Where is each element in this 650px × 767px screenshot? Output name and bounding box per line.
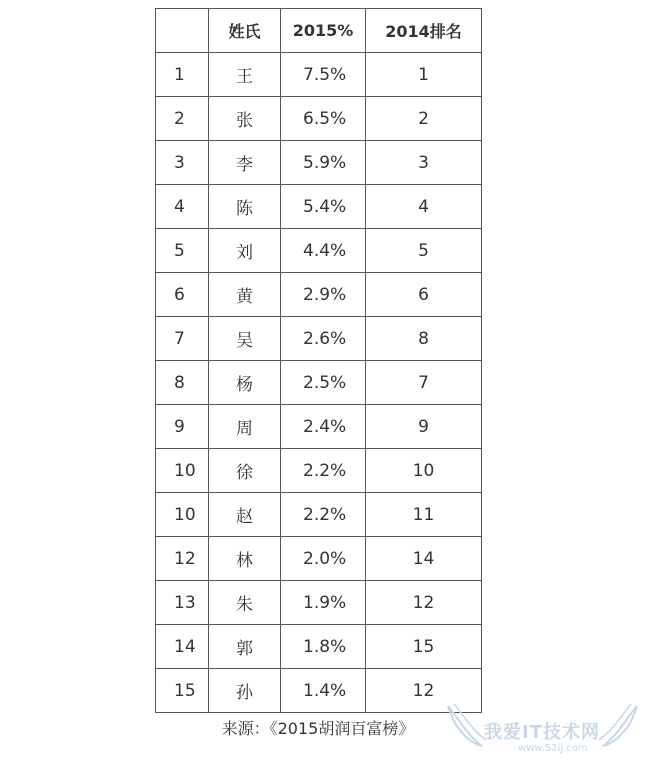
row-rank: 4	[156, 185, 209, 229]
row-2014-rank: 2	[366, 97, 482, 141]
row-surname: 周	[209, 405, 281, 449]
row-2014-rank: 15	[366, 625, 482, 669]
row-rank: 1	[156, 53, 209, 97]
row-2014-rank: 5	[366, 229, 482, 273]
table-row	[156, 97, 482, 141]
row-2015-percent: 7.5%	[281, 53, 366, 97]
table-row	[156, 185, 482, 229]
table-header-row	[156, 9, 482, 53]
row-2015-percent: 1.4%	[281, 669, 366, 713]
header-2015-percent: 2015%	[281, 9, 366, 53]
row-2015-percent: 1.8%	[281, 625, 366, 669]
source-caption: 来源：《2015胡润百富榜》	[221, 719, 415, 738]
table-row	[156, 493, 482, 537]
table-row	[156, 581, 482, 625]
table-row	[156, 361, 482, 405]
table-row	[156, 625, 482, 669]
row-surname: 杨	[209, 361, 281, 405]
table-row	[156, 141, 482, 185]
row-2015-percent: 2.0%	[281, 537, 366, 581]
row-2014-rank: 12	[366, 669, 482, 713]
row-2015-percent: 2.9%	[281, 273, 366, 317]
row-surname: 朱	[209, 581, 281, 625]
row-surname: 徐	[209, 449, 281, 493]
row-2015-percent: 2.5%	[281, 361, 366, 405]
row-rank: 10	[156, 493, 209, 537]
row-rank: 10	[156, 449, 209, 493]
watermark-text: 我爱IT技术网	[484, 722, 600, 743]
table-row	[156, 405, 482, 449]
row-2014-rank: 6	[366, 273, 482, 317]
table-row	[156, 229, 482, 273]
row-2014-rank: 10	[366, 449, 482, 493]
row-rank: 6	[156, 273, 209, 317]
row-2014-rank: 4	[366, 185, 482, 229]
row-2014-rank: 3	[366, 141, 482, 185]
row-surname: 赵	[209, 493, 281, 537]
table-row	[156, 317, 482, 361]
row-surname: 刘	[209, 229, 281, 273]
table-row	[156, 537, 482, 581]
row-2014-rank: 8	[366, 317, 482, 361]
row-surname: 王	[209, 53, 281, 97]
table-row	[156, 273, 482, 317]
row-rank: 8	[156, 361, 209, 405]
row-2014-rank: 7	[366, 361, 482, 405]
row-2015-percent: 2.2%	[281, 493, 366, 537]
row-rank: 13	[156, 581, 209, 625]
row-surname: 黄	[209, 273, 281, 317]
row-surname: 陈	[209, 185, 281, 229]
row-rank: 2	[156, 97, 209, 141]
surname-ranking-table-container	[155, 8, 481, 713]
table-row	[156, 449, 482, 493]
table-row	[156, 53, 482, 97]
header-index	[156, 9, 209, 53]
row-2014-rank: 11	[366, 493, 482, 537]
row-2015-percent: 5.4%	[281, 185, 366, 229]
table-row	[156, 669, 482, 713]
row-rank: 15	[156, 669, 209, 713]
row-rank: 3	[156, 141, 209, 185]
watermark-url: www.52ij.com	[518, 743, 588, 754]
row-2015-percent: 2.6%	[281, 317, 366, 361]
header-surname: 姓氏	[209, 9, 281, 53]
row-surname: 林	[209, 537, 281, 581]
row-rank: 5	[156, 229, 209, 273]
surname-ranking-table	[155, 8, 482, 713]
site-watermark	[440, 700, 645, 766]
row-2015-percent: 5.9%	[281, 141, 366, 185]
row-rank: 14	[156, 625, 209, 669]
row-rank: 7	[156, 317, 209, 361]
row-2014-rank: 9	[366, 405, 482, 449]
row-2014-rank: 14	[366, 537, 482, 581]
row-2015-percent: 6.5%	[281, 97, 366, 141]
row-2015-percent: 2.2%	[281, 449, 366, 493]
row-surname: 李	[209, 141, 281, 185]
row-rank: 12	[156, 537, 209, 581]
row-surname: 孙	[209, 669, 281, 713]
row-rank: 9	[156, 405, 209, 449]
row-surname: 张	[209, 97, 281, 141]
row-2015-percent: 1.9%	[281, 581, 366, 625]
row-2014-rank: 1	[366, 53, 482, 97]
row-2015-percent: 2.4%	[281, 405, 366, 449]
row-2014-rank: 12	[366, 581, 482, 625]
row-2015-percent: 4.4%	[281, 229, 366, 273]
row-surname: 郭	[209, 625, 281, 669]
row-surname: 吴	[209, 317, 281, 361]
header-2014-rank: 2014排名	[366, 9, 482, 53]
